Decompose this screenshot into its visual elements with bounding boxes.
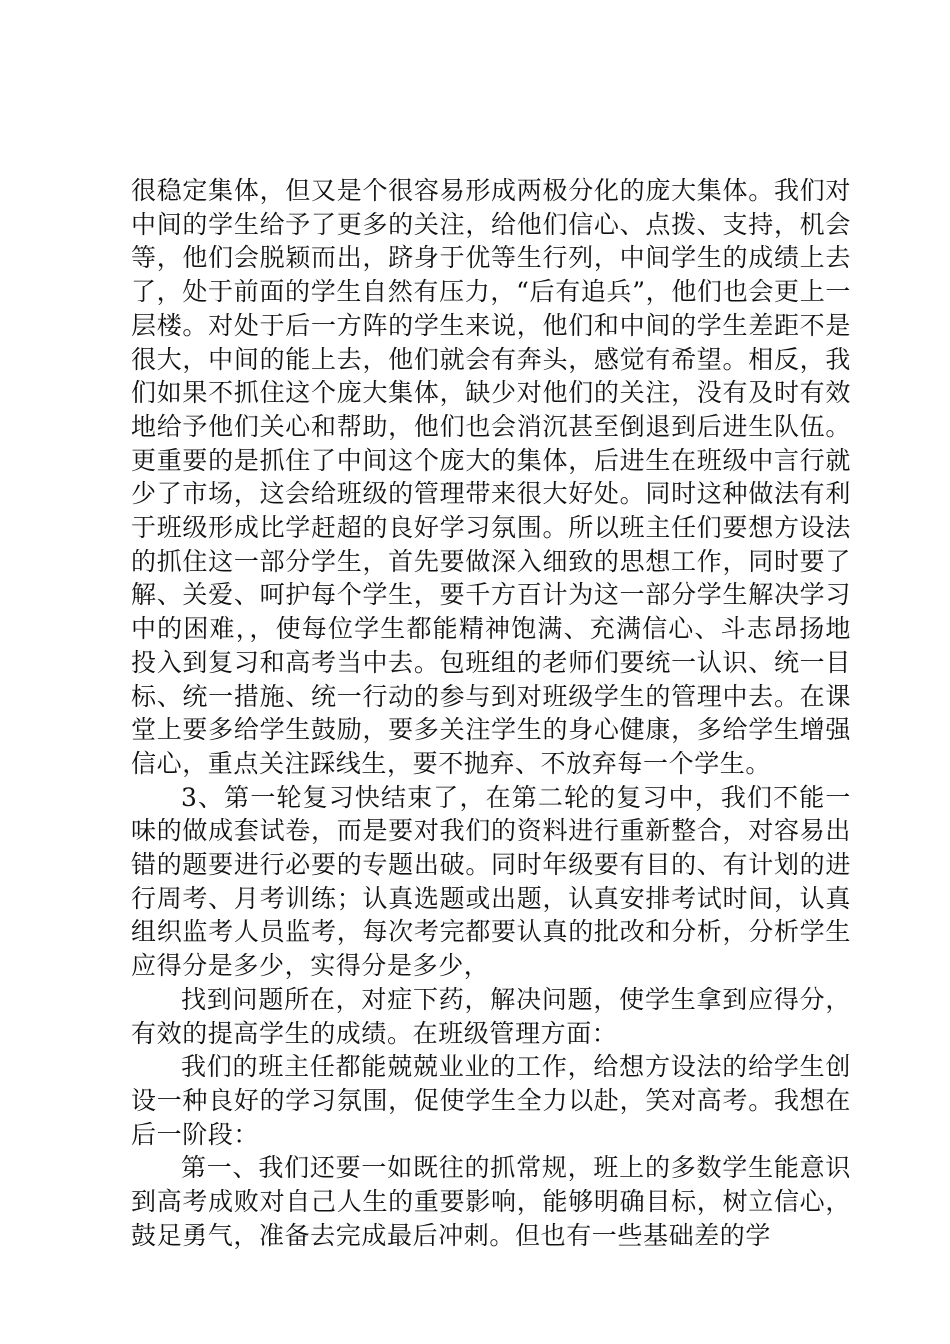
paragraph-3: 找到问题所在，对症下药，解决问题，使学生拿到应得分，有效的提高学生的成绩。在班级管理方面： [131, 984, 851, 1048]
paragraph-2: 3、第一轮复习快结束了，在第二轮的复习中，我们不能一味的做成套试卷，而是要对我们的资料进行重新整合，对容易出错的题要进行必要的专题出破。同时年级要有目的、有计划的进行周考、月考训练；认真选题或出题，认真安排考试时间，认真组织监考人员监考，每次考完都要认真的批改和分析，分析学生应得分是多少，实得分是多少， [131, 782, 851, 981]
document-body [131, 174, 851, 1253]
paragraph-5: 第一、我们还要一如既往的抓常规，班上的多数学生能意识到高考成败对自己人生的重要影响，能够明确目标，树立信心，鼓足勇气，准备去完成最后冲刺。但也有一些基础差的学 [131, 1153, 851, 1250]
paragraph-1: 很稳定集体，但又是个很容易形成两极分化的庞大集体。我们对中间的学生给予了更多的关注，给他们信心、点拨、支持，机会等，他们会脱颖而出，跻身于优等生行列，中间学生的成绩上去了，处于前面的学生自然有压力，“后有追兵”，他们也会更上一层楼。对处于后一方阵的学生来说，他们和中间的学生差距不是很大，中间的能上去，他们就会有奔头，感觉有希望。相反，我们如果不抓住这个庞大集体，缺少对他们的关注，没有及时有效地给予他们关心和帮助，他们也会消沉甚至倒退到后进生队伍。更重要的是抓住了中间这个庞大的集体，后进生在班级中言行就少了市场，这会给班级的管理带来很大好处。同时这种做法有利于班级形成比学赶超的良好学习氛围。所以班主任们要想方设法的抓住这一部分学生，首先要做深入细致的思想工作，同时要了解、关爱、呵护每个学生，要千方百计为这一部分学生解决学习中的困难，，使每位学生都能精神饱满、充满信心、斗志昂扬地投入到复习和高考当中去。包班组的老师们要统一认识、统一目标、统一措施、统一行动的参与到对班级学生的管理中去。在课堂上要多给学生鼓励，要多关注学生的身心健康，多给学生增强信心，重点关注踩线生，要不抛弃、不放弃每一个学生。 [131, 176, 851, 778]
paragraph-4: 我们的班主任都能兢兢业业的工作，给想方设法的给学生创设一种良好的学习氛围，促使学生全力以赴，笑对高考。我想在后一阶段： [131, 1052, 851, 1149]
